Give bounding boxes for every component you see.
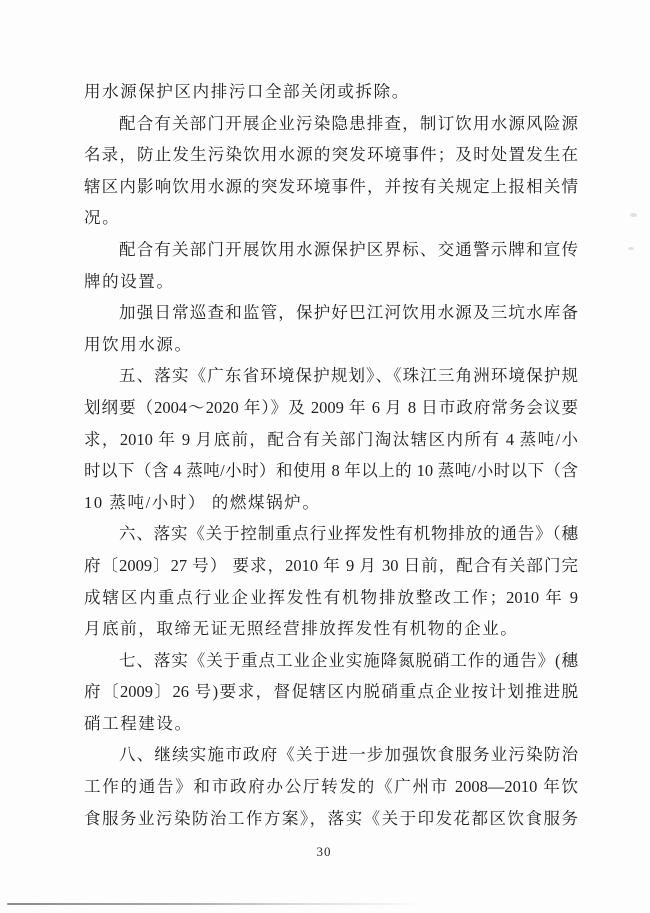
text-line: 七、落实《关于重点工业企业实施降氮脱硝工作的通告》(穗 <box>119 650 578 670</box>
text-line: 府〔2009〕27 号） 要求，2010 年 9 月 30 日前，配合有关部门完 <box>84 555 578 575</box>
text-line: 况。 <box>84 208 121 228</box>
text-line: 时以下（含 4 蒸吨/小时）和使用 8 年以上的 10 蒸吨/小时以下（含 <box>84 461 578 481</box>
text-line: 成辖区内重点行业企业挥发性有机物排放整改工作；2010 年 9 <box>84 587 578 607</box>
text-line: 工作的通告》和市政府办公厅转发的《广州市 2008—2010 年饮 <box>84 777 578 797</box>
text-line: 用饮用水源。 <box>84 334 193 354</box>
scan-speck <box>630 213 637 217</box>
document-body <box>84 76 578 834</box>
text-line: 10 蒸吨/小时） 的燃煤锅炉。 <box>84 492 321 512</box>
scan-edge-shadow <box>7 903 420 905</box>
text-line: 食服务业污染防治工作方案》，落实《关于印发花都区饮食服务 <box>84 808 578 828</box>
page-number: 30 <box>316 844 332 859</box>
text-line: 辖区内影响饮用水源的突发环境事件，并按有关规定上报相关情 <box>84 176 578 196</box>
text-line: 月底前，取缔无证无照经营排放挥发性有机物的企业。 <box>84 619 519 639</box>
text-line: 硝工程建设。 <box>84 713 193 733</box>
text-line: 划纲要（2004～2020 年）》及 2009 年 6 月 8 日市政府常务会议要 <box>84 397 578 417</box>
text-line: 配合有关部门开展企业污染隐患排查，制订饮用水源风险源 <box>119 113 578 133</box>
text-line: 牌的设置。 <box>84 271 175 291</box>
text-line: 配合有关部门开展饮用水源保护区界标、交通警示牌和宣传 <box>119 239 578 259</box>
text-line: 用水源保护区内排污口全部关闭或拆除。 <box>84 82 410 101</box>
text-line: 五、落实《广东省环境保护规划》、《珠江三角洲环境保护规 <box>119 366 578 386</box>
text-line: 府〔2009〕26 号)要求，督促辖区内脱硝重点企业按计划推进脱 <box>84 682 578 702</box>
text-line: 八、继续实施市政府《关于进一步加强饮食服务业污染防治 <box>119 745 578 765</box>
text-line: 加强日常巡查和监管，保护好巴江河饮用水源及三坑水库备 <box>119 303 578 323</box>
text-line: 六、落实《关于控制重点行业挥发性有机物排放的通告》（穗 <box>119 524 578 544</box>
scan-speck <box>628 247 634 250</box>
text-line: 求，2010 年 9 月底前，配合有关部门淘汰辖区内所有 4 蒸吨/小 <box>84 429 578 449</box>
text-line: 名录，防止发生污染饮用水源的突发环境事件；及时处置发生在 <box>84 145 578 165</box>
